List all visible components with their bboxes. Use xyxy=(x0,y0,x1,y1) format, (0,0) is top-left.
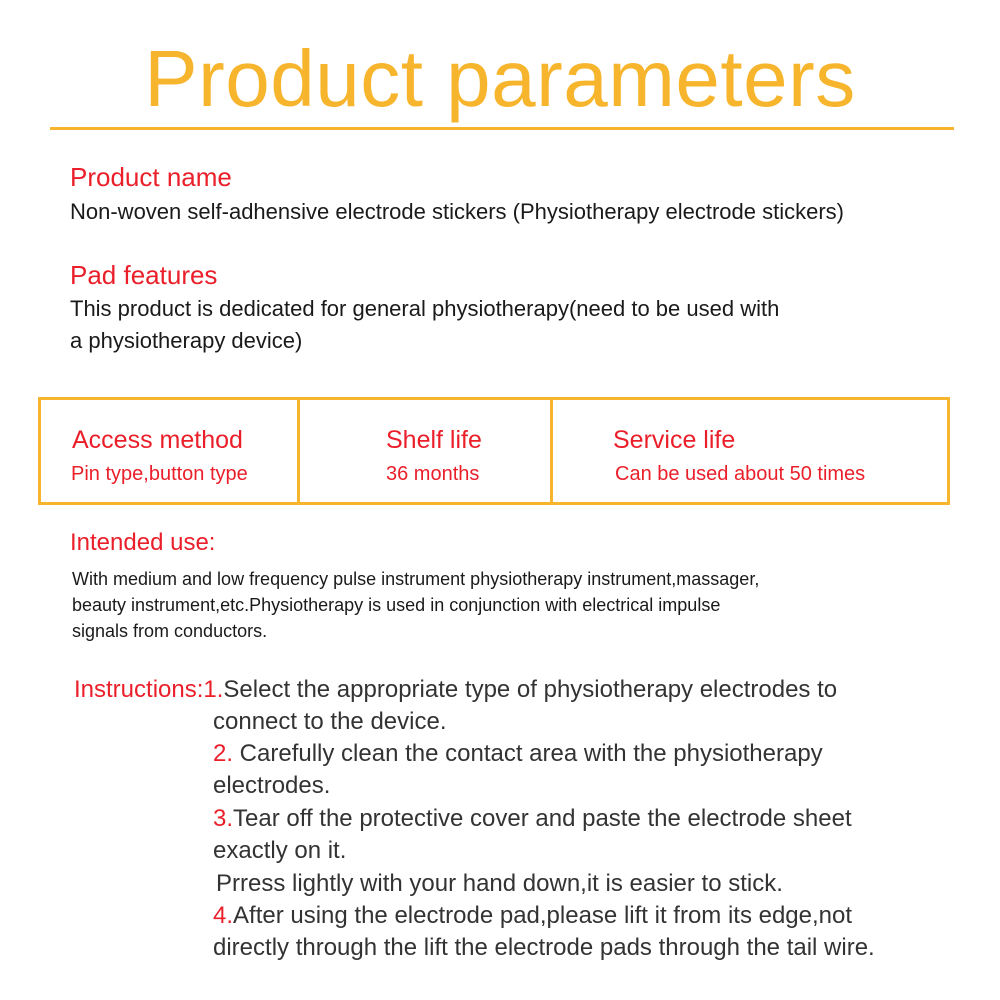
specs-divider xyxy=(297,400,300,502)
access-method-label: Access method xyxy=(72,426,243,454)
instructions-label: Instructions:1.Select the appropriate type of physiotherapy electrodes to xyxy=(74,676,838,703)
shelf-life-value: 36 months xyxy=(386,463,480,485)
step-3-line-1: Tear off the protective cover and paste the electrode sheet xyxy=(233,805,852,832)
step-1-line-2: connect to the device. xyxy=(213,708,447,735)
step-3-number: 3. xyxy=(213,805,234,832)
shelf-life-label: Shelf life xyxy=(386,426,482,454)
step-2-line-1: Carefully clean the contact area with the physiotherapy xyxy=(233,740,823,767)
intended-use-text xyxy=(72,566,932,644)
intended-use-line-1: With medium and low frequency pulse instrument physiotherapy instrument,massager, xyxy=(72,569,760,589)
step-4-line-2: directly through the lift the electrode pads through the tail wire. xyxy=(213,934,875,961)
step-1-number: 1. xyxy=(203,676,224,703)
access-method-value: Pin type,button type xyxy=(71,463,248,485)
step-3-line-3: Prress lightly with your hand down,it is easier to stick. xyxy=(216,870,783,897)
pad-features-line-2: a physiotherapy device) xyxy=(70,328,303,353)
step-4-number: 4. xyxy=(213,902,234,929)
service-life-value: Can be used about 50 times xyxy=(615,463,866,485)
step-4 xyxy=(213,900,852,932)
step-2-number: 2. xyxy=(213,740,234,767)
service-life-label: Service life xyxy=(613,426,736,454)
step-2-line-2: electrodes. xyxy=(213,772,331,799)
pad-features-heading: Pad features xyxy=(70,260,218,290)
step-1-line-1: Select the appropriate type of physiotherapy electrodes to xyxy=(223,676,838,703)
intended-use-line-3: signals from conductors. xyxy=(72,621,268,641)
product-name-text: Non-woven self-adhensive electrode stickers (Physiotherapy electrode stickers) xyxy=(70,199,845,224)
step-3-line-2: exactly on it. xyxy=(213,837,347,864)
page-title: Product parameters xyxy=(144,34,856,123)
title-underline xyxy=(50,127,954,130)
pad-features-line-1: This product is dedicated for general physiotherapy(need to be used with xyxy=(70,296,780,321)
step-2 xyxy=(213,738,823,770)
product-name-heading: Product name xyxy=(70,162,232,192)
step-4-line-1: After using the electrode pad,please lift it from its edge,not xyxy=(233,902,853,929)
specs-table xyxy=(38,397,950,505)
specs-divider xyxy=(550,400,553,502)
intended-use-heading: Intended use: xyxy=(70,529,216,556)
intended-use-line-2: beauty instrument,etc.Physiotherapy is used in conjunction with electrical impulse xyxy=(72,595,721,615)
step-3 xyxy=(213,803,852,835)
